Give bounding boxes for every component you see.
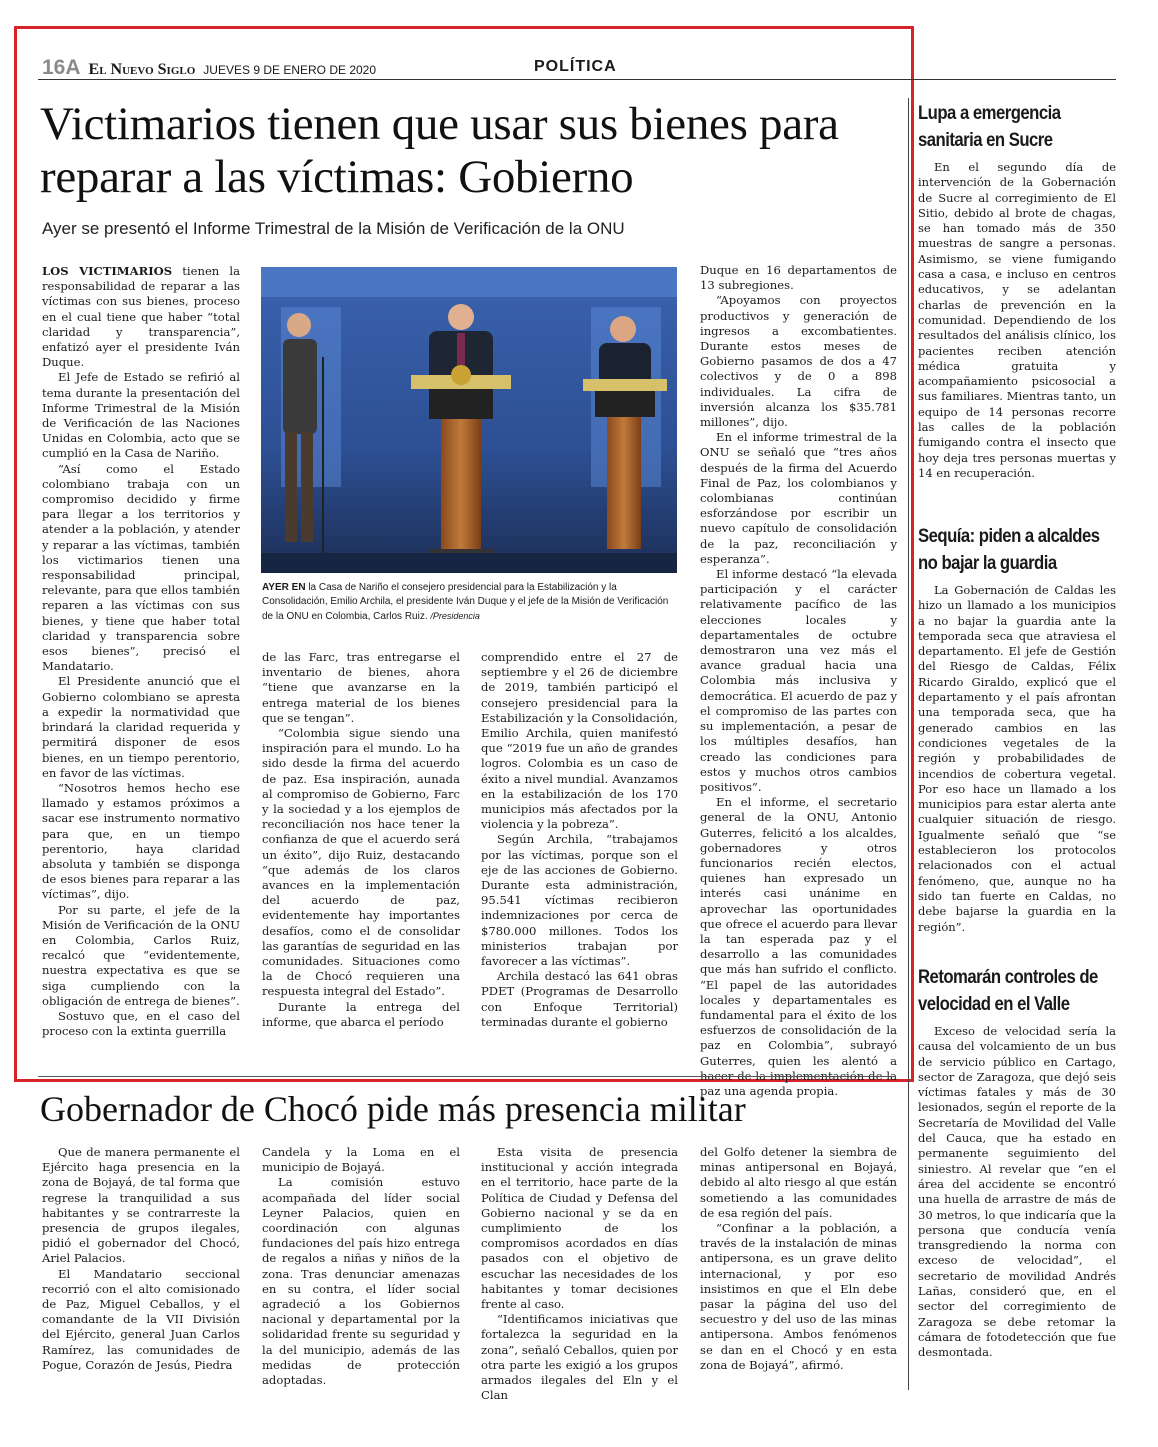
paragraph: “Confinar a la población, a través de la instalación de minas antipersona, es un grave delito internacional, y por eso insistimos en que el Eln debe pasar la página del uso del secuestro y del uso de las minas antipersona. Ambos fenómenos se dan en el Chocó y en esta zona de Bojayá”, afirmó. — [700, 1221, 897, 1372]
second-column-4 — [700, 1145, 897, 1373]
section-label: POLÍTICA — [534, 58, 617, 75]
paragraph: Sostuvo que, en el caso del proceso con la extinta guerrilla — [42, 1008, 240, 1039]
caption-lead: AYER EN — [262, 582, 306, 593]
paragraph: El informe destacó “la elevada participación y el carácter relativamente pacífico de las elecciones locales y departamentales de octubre demostraron una vez más el avance gradual hacia una Colombia más inclusiva y democrática. El acuerdo de paz y el compromiso de las partes con su implementación, a pesar de los múltiples desafíos, han creado las condiciones para estos y muchos otros cambios positivos”. — [700, 567, 897, 794]
paragraph: “Apoyamos con proyectos productivos y generación de ingresos a excombatientes. Durante estos meses de Gobierno pasamos de dos a 47 colectivos y de 0 a 898 individuales. La cifra de inversión alcanza los $35.781 millones”, dijo. — [700, 293, 897, 430]
article-column-4 — [700, 263, 897, 1099]
paragraph: En el segundo día de intervención de la Gobernación de Sucre al corregimiento de El Sitio, debido al brote de chagas, se han tomado más de 350 muestras de sangre a personas. Asimismo, se viene fumigando casa a casa, e incluso en centros educativos, y se adelantan charlas de prevención en la comunidad. Dependiendo de los resultados del análisis clínico, los pacientes reciben atención médica gratuita y acompañamiento psicosocial a sus familiares. Mientras tanto, un equipo de 14 personas recorre las calles de la población fumigando contra el insecto que hoy deja tres personas muertas y 14 en recuperación. — [918, 160, 1116, 480]
paragraph: Esta visita de presencia institucional y acción integrada en el territorio, hace parte de la Política de Ciudad y Defensa del Gobierno nacional y se da en cumplimiento de los compromisos acordados en días pasados con el objetivo de escuchar las necesidades de los habitantes y tomar decisiones frente al caso. — [481, 1145, 678, 1312]
paragraph: “Así como el Estado colombiano trabaja con un compromiso decidido y firme para llegar a los territorios y atender a la población, y atender y reparar a las víctimas, también los victimarios tienen una responsabilidad principal, relevante, para que ellos también reparen a las víctimas con sus bienes, y tiene que haber total claridad y transparencia sobre esos bienes”, precisó el Mandatario. — [42, 461, 240, 674]
newspaper-name: El Nuevo Siglo — [88, 61, 196, 78]
paragraph: En el informe trimestral de la ONU se señaló que “tres años después de la firma del Acuerdo Final de Paz, los colombianos y colombianas continúan esforzándose por escribir un nuevo capítulo de consolidación de la paz, reconciliación y esperanza”. — [700, 430, 897, 566]
article-column-1 — [42, 264, 240, 1039]
paragraph: Durante la entrega del informe, que abarca el período — [262, 999, 460, 1029]
paragraph: La Gobernación de Caldas les hizo un llamado a los municipios a no bajar la guardia ante la temporada seca que atraviesa el departamento. El jefe de Gestión del Riesgo de Caldas, Félix Ricardo Giraldo, explicó que el departamento y el país afrontan una temporada seca, que ha generado cambios en las condiciones vegetales de la región y probabilidades de incendios de cobertura vegetal. Por eso hace un llamado a los municipios para estar alerta ante cualquier situación de riesgo. Igualmente señaló que “se establecieron los protocolos relacionados con el actual fenómeno, que, aunque no ha sido tan fuerte en Caldas, no debe bajarse la guardia en la región”. — [918, 583, 1116, 934]
second-column-1 — [42, 1145, 240, 1373]
paragraph: Archila destacó las 641 obras PDET (Programas de Desarrollo con Enfoque Territorial) terminadas durante el gobierno — [481, 969, 678, 1029]
second-column-2 — [262, 1145, 460, 1388]
sidebar-brief-2 — [918, 523, 1116, 935]
paragraph: tienen la responsabilidad de reparar a las víctimas con sus bienes, proceso en el cual tiene que haber “total claridad y transparencia”, enfatizó ayer el presidente Iván Duque. — [42, 264, 240, 370]
lead-paragraph — [42, 264, 240, 370]
photo-credit: /Presidencia — [430, 611, 480, 621]
brief-title: Lupa a emergencia sanitaria en Sucre — [918, 103, 1061, 151]
paragraph: Por su parte, el jefe de la Misión de Verificación de la ONU en Colombia, Carlos Ruiz, recalcó que “evidentemente, nuestra expectativa es que se siga cumpliendo con la obligación de entrega de bienes”. — [42, 902, 240, 1008]
article-column-3 — [481, 650, 678, 1030]
brief-body — [918, 583, 1116, 935]
second-headline: Gobernador de Chocó pide más presencia militar — [40, 1089, 746, 1129]
news-photo — [261, 267, 677, 573]
article-divider — [38, 1076, 894, 1077]
top-rule — [38, 79, 1116, 80]
brief-title: Retomarán controles de velocidad en el Valle — [918, 967, 1098, 1015]
brief-title: Sequía: piden a alcaldes no bajar la guardia — [918, 526, 1100, 574]
issue-date: JUEVES 9 DE ENERO DE 2020 — [203, 63, 377, 77]
paragraph: Exceso de velocidad sería la causa del volcamiento de un bus de servicio público en Cartago, sector de Zaragoza, que dejó seis víctimas fatales y más de 30 lesionados, según el reporte de la Secretaría de Movilidad del Valle del Cauca, que ha estado en permanente seguimiento del siniestro. Al revelar que “en el área del accidente se encontró una huella de arrastre de más de 30 metros, lo que indicaría que la persona que conducía venía transgrediendo la norma con exceso de velocidad”, el secretario de movilidad Andrés Lañas, consideró que, en el sector del corregimiento de Zaragoza se debe retomar la cámara de fotodetección que fue desmontada. — [918, 1024, 1116, 1360]
main-deck: Ayer se presentó el Informe Trimestral de la Misión de Verificación de la ONU — [42, 219, 625, 238]
brief-body — [918, 1024, 1116, 1361]
paragraph: “Identificamos iniciativas que fortalezca la seguridad en la zona”, señaló Ceballos, quien por otra parte les exigió a los grupos armados ilegales del Eln y el Clan — [481, 1312, 678, 1403]
paragraph: Según Archila, “trabajamos por las víctimas, porque son el eje de las acciones de Gobierno. Durante esta administración, 95.541 víctimas recibieron indemnizaciones por cerca de $780.000 millones. Todos los ministerios trabajan por favorecer a las víctimas”. — [481, 832, 678, 969]
sidebar-brief-3 — [918, 964, 1116, 1361]
photo-illustration — [261, 267, 677, 573]
paragraph: “Colombia sigue siendo una inspiración para el mundo. Lo ha sido desde la firma del acuerdo de paz. Esa inspiración, aunada al compromiso de Gobierno, Farc y la sociedad y a los ejemplos de reconciliación nos hace tener la confianza de que el acuerdo será un éxito”, dijo Ruiz, destacando “que además de los claros avances en la implementación del acuerdo de paz, evidentemente hay importantes desafíos, como el de consolidar las garantías de seguridad en las comunidades. Situaciones como la de Chocó requieren una respuesta integral del Estado”. — [262, 726, 460, 999]
paragraph: Duque en 16 departamentos de 13 subregiones. — [700, 263, 897, 293]
page-folio — [42, 56, 376, 80]
sidebar-rule — [908, 98, 909, 1390]
paragraph: El Mandatario seccional recorrió con el alto comisionado de Paz, Miguel Ceballos, y el comandante de la VII División del Ejército, general Juan Carlos Ramírez, las comunidades de Pogue, Corazón de Jesús, Piedra — [42, 1266, 240, 1372]
main-headline: Victimarios tienen que usar sus bienes para reparar a las víctimas: Gobierno — [40, 98, 839, 203]
page-number: 16A — [42, 56, 81, 79]
brief-body — [918, 160, 1116, 481]
paragraph: “Nosotros hemos hecho ese llamado y estamos próximos a sacar ese instrumento normativo para que, en un tiempo perentorio, haya claridad absoluta y también se disponga de esos bienes para reparar a las víctimas”, dijo. — [42, 780, 240, 902]
paragraph: Candela y la Loma en el municipio de Bojayá. — [262, 1145, 460, 1175]
paragraph: Que de manera permanente el Ejército haga presencia en la zona de Bojayá, de tal forma que regrese la tranquilidad a sus habitantes y se contrarreste la presencia de grupos ilegales, pidió el gobernador del Chocó, Ariel Palacios. — [42, 1145, 240, 1266]
photo-caption — [262, 581, 678, 624]
paragraph: En el informe, el secretario general de la ONU, Antonio Guterres, felicitó a los alcaldes, gobernadores y otros funcionarios recién electos, quienes han expresado un interés casi unánime en aprovechar las oportunidades que ofrece el acuerdo para llevar la tan esperada paz y el desarrollo a las comunidades que más han sufrido el conflicto. “El papel de las autoridades locales y departamentales es fundamental para el éxito de los esfuerzos de consolidación de la paz en Colombia”, subrayó Guterres, quien les alentó a hacer de la implementación de la paz una agenda propia. — [700, 795, 897, 1098]
paragraph: de las Farc, tras entregarse el inventario de bienes, ahora “tiene que avanzarse en la entrega material de los bienes que se tengan”. — [262, 650, 460, 725]
caption-text: la Casa de Nariño el consejero presidencial para la Estabilización y la Consolidación, Emilio Archila, el presidente Iván Duque y el jefe de la Misión de Verificación de la ONU en Colombia, Carlos Ruiz. — [262, 582, 669, 622]
paragraph: El Jefe de Estado se refirió al tema durante la presentación del Informe Trimestral de la Misión de Verificación de las Naciones Unidas en Colombia, acto que se cumplió en la Casa de Nariño. — [42, 370, 240, 461]
article-column-2 — [262, 650, 460, 1030]
lead-words: LOS VICTIMARIOS — [42, 264, 173, 278]
sidebar-brief-1 — [918, 100, 1116, 481]
paragraph: La comisión estuvo acompañada del líder social Leyner Palacios, quien en coordinación con algunas fundaciones del país hizo entrega de regalos a niñas y niños de la zona. Tras denunciar amenazas en su contra, el líder social agradeció a los Gobiernos nacional y departamental por la solidaridad frente su seguridad y la del municipio, además de las medidas de protección adoptadas. — [262, 1175, 460, 1388]
second-column-3 — [481, 1145, 678, 1403]
paragraph: comprendido entre el 27 de septiembre y el 26 de diciembre de 2019, también participó el consejero presidencial para la Estabilización y la Consolidación, Emilio Archila, quien manifestó que “2019 fue un año de grandes logros. Colombia es un caso de éxito a nivel mundial. Avanzamos en la estabilización de los 170 municipios más afectados por la violencia y la pobreza”. — [481, 650, 678, 832]
paragraph: El Presidente anunció que el Gobierno colombiano se apresta a expedir la normatividad que brindará la claridad requerida y permitirá disponer de esos bienes, en un tiempo perentorio, en favor de las víctimas. — [42, 674, 240, 780]
paragraph: del Golfo detener la siembra de minas antipersonal en Bojayá, debido al alto riesgo al que están sometiendo a las comunidades de esa región del país. — [700, 1145, 897, 1220]
